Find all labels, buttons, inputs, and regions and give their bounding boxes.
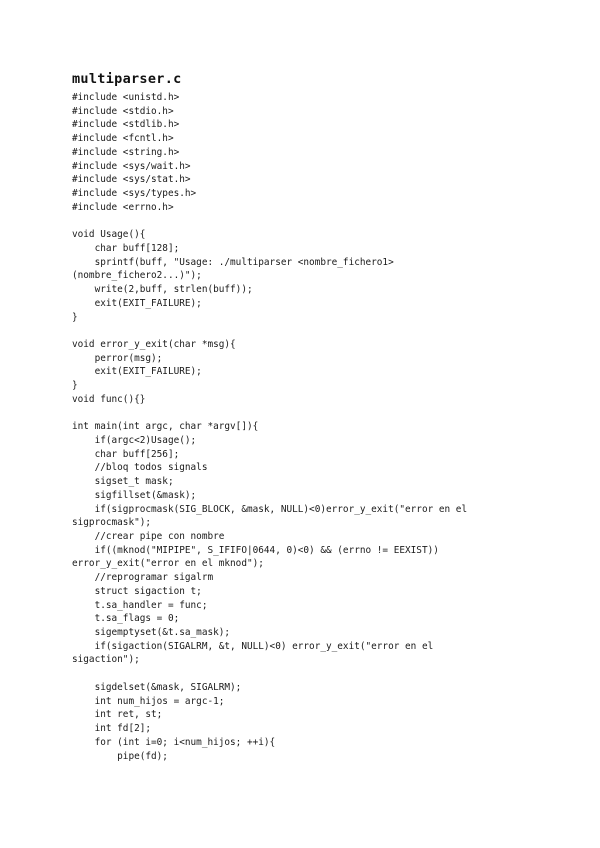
code-line: int main(int argc, char *argv[]){ (72, 421, 259, 433)
code-line: for (int i=0; i<num_hijos; ++i){ (72, 736, 276, 748)
code-line: int fd[2]; (72, 723, 152, 735)
code-line: void func(){} (72, 393, 146, 405)
code-line: #include <sys/wait.h> (72, 160, 191, 172)
code-line: perror(msg); (72, 352, 163, 364)
code-line: error_y_exit("error en el mknod"); (72, 558, 264, 570)
code-blank-line (72, 214, 532, 228)
code-listing (72, 91, 532, 763)
code-line: exit(EXIT_FAILURE); (72, 366, 202, 378)
code-line: void error_y_exit(char *msg){ (72, 338, 236, 350)
code-line: pipe(fd); (72, 750, 168, 762)
code-line: #include <stdio.h> (72, 105, 174, 117)
code-line: void Usage(){ (72, 229, 146, 241)
code-line: struct sigaction t; (72, 585, 202, 597)
code-line: if(sigprocmask(SIG_BLOCK, &mask, NULL)<0)error_y_exit("error en el (72, 503, 468, 515)
code-line: exit(EXIT_FAILURE); (72, 297, 202, 309)
code-line: t.sa_handler = func; (72, 599, 208, 611)
code-line: sigset_t mask; (72, 476, 174, 488)
code-blank-line (72, 407, 532, 421)
code-line: } (72, 311, 78, 323)
code-line: #include <string.h> (72, 146, 180, 158)
code-line: //reprogramar sigalrm (72, 572, 214, 584)
code-line: t.sa_flags = 0; (72, 613, 180, 625)
code-line: if(argc<2)Usage(); (72, 434, 197, 446)
code-line: #include <sys/types.h> (72, 188, 197, 200)
code-line: #include <fcntl.h> (72, 133, 174, 145)
code-line: (nombre_fichero2...)"); (72, 270, 202, 282)
code-line: sigemptyset(&t.sa_mask); (72, 627, 231, 639)
code-line: sigfillset(&mask); (72, 489, 197, 501)
code-line: sprintf(buff, "Usage: ./multiparser <nombre_fichero1> (72, 256, 394, 268)
code-line: #include <sys/stat.h> (72, 174, 191, 186)
code-line: //bloq todos signals (72, 462, 208, 474)
code-line: //crear pipe con nombre (72, 531, 225, 542)
code-line: if(sigaction(SIGALRM, &t, NULL)<0) error_y_exit("error en el (72, 640, 434, 652)
code-line: sigdelset(&mask, SIGALRM); (72, 681, 242, 693)
code-line: sigprocmask"); (72, 517, 152, 529)
code-line: #include <unistd.h> (72, 92, 180, 103)
code-line: int num_hijos = argc-1; (72, 695, 225, 707)
code-line: char buff[256]; (72, 448, 180, 460)
code-line: sigaction"); (72, 654, 140, 666)
code-line: #include <stdlib.h> (72, 119, 180, 131)
code-line: #include <errno.h> (72, 201, 174, 213)
file-title: multiparser.c (72, 71, 182, 87)
code-line: if((mknod("MIPIPE", S_IFIFO|0644, 0)<0) && (errno != EEXIST)) (72, 544, 439, 556)
code-line: write(2,buff, strlen(buff)); (72, 284, 253, 296)
code-line: char buff[128]; (72, 242, 180, 254)
code-line: int ret, st; (72, 709, 163, 721)
code-line: } (72, 380, 78, 392)
code-blank-line (72, 324, 532, 338)
code-blank-line (72, 667, 532, 681)
